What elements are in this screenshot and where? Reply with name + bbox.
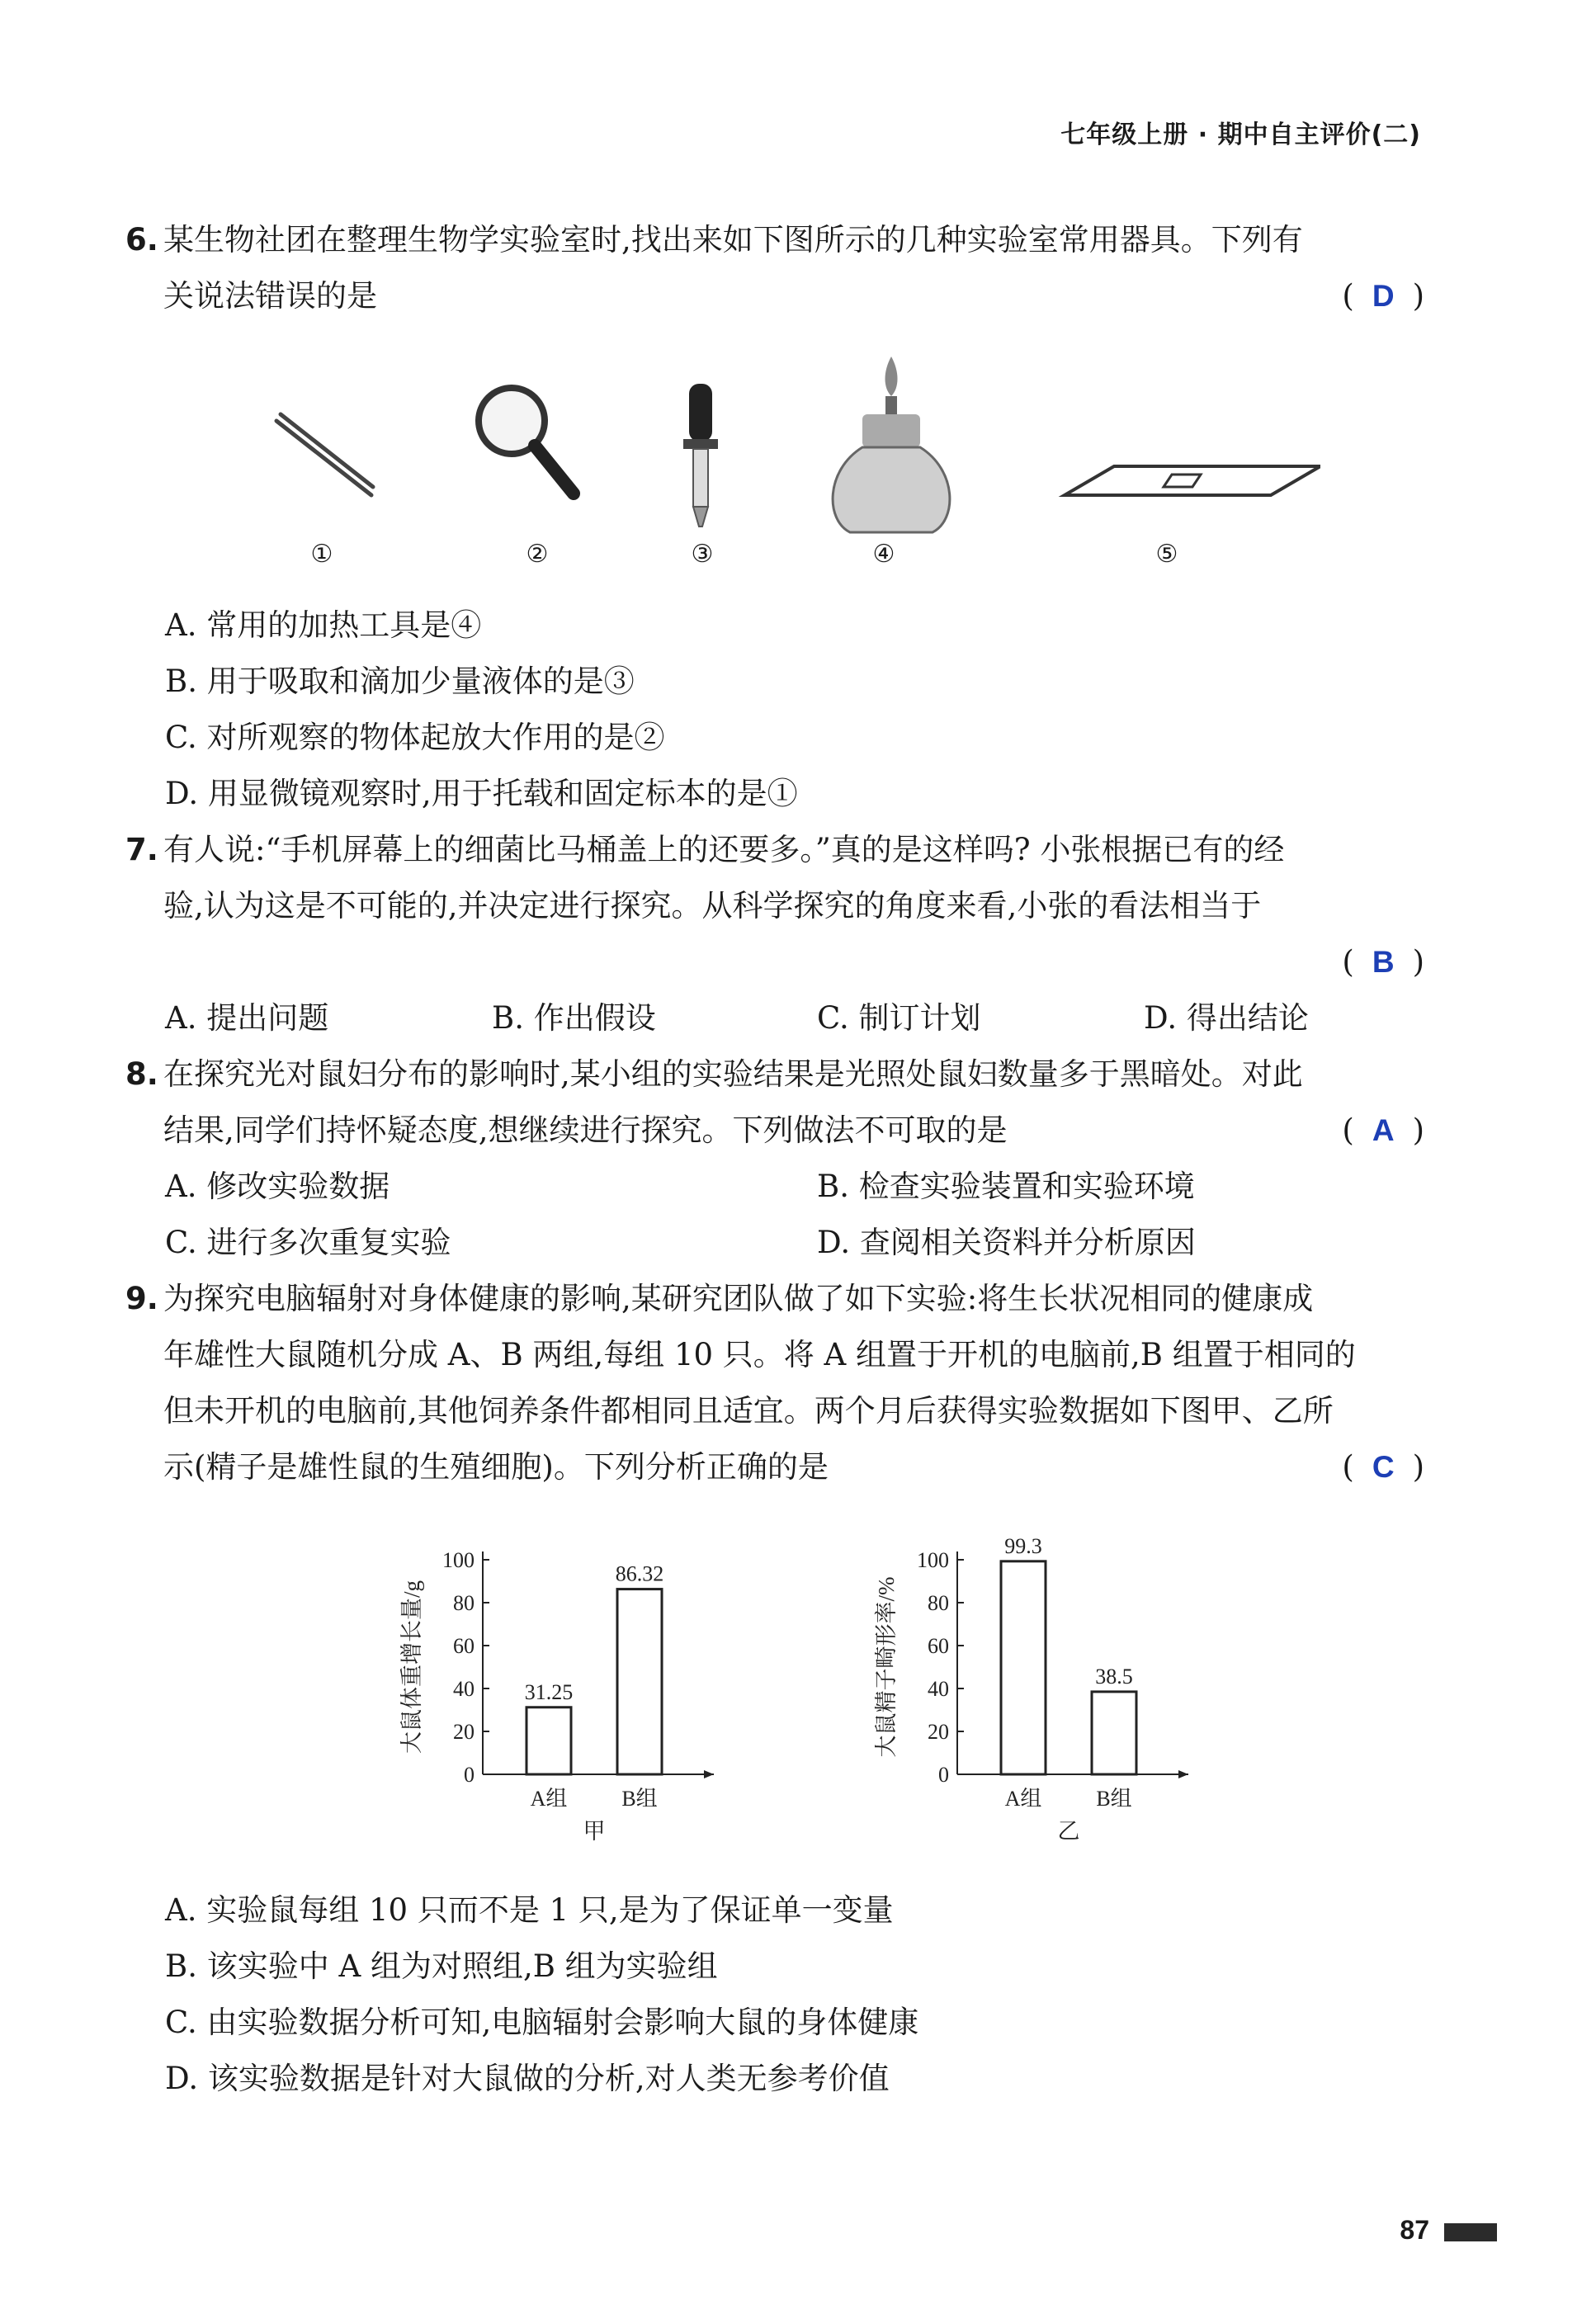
question-7-line-1: 有人说:“手机屏幕上的细菌比马桶盖上的还要多。”真的是这样吗? 小张根据已有的经 bbox=[163, 832, 1285, 867]
question-8-option-c: C. 进行多次重复实验 bbox=[165, 1225, 451, 1260]
question-9-option-c: C. 由实验数据分析可知,电脑辐射会影响大鼠的身体健康 bbox=[165, 2005, 919, 2040]
lab-tools-figure bbox=[248, 347, 1320, 545]
question-9-option-a: A. 实验鼠每组 10 只而不是 1 只,是为了保证单一变量 bbox=[165, 1892, 894, 1928]
glass-slide-icon bbox=[1065, 466, 1320, 495]
chart-jia-tick-label: 60 bbox=[453, 1634, 475, 1658]
chart-jia-tick-label: 20 bbox=[453, 1720, 475, 1744]
question-9-line-3: 但未开机的电脑前,其他饲养条件都相同且适宜。两个月后获得实验数据如下图甲、乙所 bbox=[163, 1393, 1334, 1429]
chart-yi-tick-label: 0 bbox=[938, 1763, 949, 1787]
chart-yi-tick-label: 40 bbox=[928, 1677, 949, 1701]
question-7-option-c: C. 制订计划 bbox=[817, 1000, 981, 1036]
tool-label-2: ② bbox=[526, 540, 549, 569]
question-9-answer-letter: C bbox=[1372, 1450, 1395, 1484]
question-8-option-a: A. 修改实验数据 bbox=[165, 1169, 390, 1204]
chart-yi-tick-label: 20 bbox=[928, 1720, 949, 1744]
question-9-option-b: B. 该实验中 A 组为对照组,B 组为实验组 bbox=[165, 1948, 718, 1984]
chart-jia-category-label: B组 bbox=[621, 1787, 658, 1811]
chart-yi-y-axis-label: 大鼠精子畸形率/% bbox=[874, 1576, 899, 1758]
dropper-icon bbox=[683, 384, 718, 527]
chart-jia-y-axis-label: 大鼠体重增长量/g bbox=[399, 1580, 424, 1755]
chart-yi-tick-label: 80 bbox=[928, 1591, 949, 1615]
tool-label-1: ① bbox=[310, 540, 333, 569]
question-9-line-1: 为探究电脑辐射对身体健康的影响,某研究团队做了如下实验:将生长状况相同的健康成 bbox=[163, 1281, 1314, 1316]
chart-yi-title: 乙 bbox=[1057, 1819, 1080, 1844]
question-6-option-d: D. 用显微镜观察时,用于托载和固定标本的是① bbox=[165, 776, 798, 811]
chart-yi-category-label: A组 bbox=[1004, 1787, 1042, 1811]
question-9-line-4: 示(精子是雄性鼠的生殖细胞)。下列分析正确的是 bbox=[163, 1449, 829, 1485]
tool-label-4: ④ bbox=[872, 540, 895, 569]
bar-chart-jia bbox=[388, 1527, 734, 1857]
question-8-answer: ( A ) bbox=[1342, 1112, 1424, 1148]
question-6-line-1: 某生物社团在整理生物学实验室时,找出来如下图所示的几种实验室常用器具。下列有 bbox=[163, 222, 1303, 257]
chart-yi-value-label: 38.5 bbox=[1095, 1664, 1133, 1688]
question-6-option-b: B. 用于吸取和滴加少量液体的是③ bbox=[165, 664, 635, 699]
magnifier-icon bbox=[479, 388, 574, 494]
page-marker-bar bbox=[1444, 2223, 1497, 2241]
chart-jia-title: 甲 bbox=[583, 1819, 606, 1844]
question-7-answer-letter: B bbox=[1372, 945, 1395, 979]
tweezers-icon bbox=[276, 414, 373, 495]
question-7-answer: ( B ) bbox=[1342, 944, 1424, 980]
chart-jia-tick-label: 100 bbox=[442, 1548, 475, 1572]
tool-label-3: ③ bbox=[691, 540, 714, 569]
question-7-option-a: A. 提出问题 bbox=[165, 1000, 329, 1036]
question-8-line-1: 在探究光对鼠妇分布的影响时,某小组的实验结果是光照处鼠妇数量多于黑暗处。对此 bbox=[163, 1056, 1303, 1092]
tool-label-5: ⑤ bbox=[1155, 540, 1178, 569]
question-6-option-a: A. 常用的加热工具是④ bbox=[165, 607, 482, 643]
question-6-answer: ( D ) bbox=[1342, 278, 1424, 314]
question-9-answer: ( C ) bbox=[1342, 1449, 1424, 1485]
question-9-option-d: D. 该实验数据是针对大鼠做的分析,对人类无参考价值 bbox=[165, 2061, 890, 2096]
question-8-answer-letter: A bbox=[1372, 1113, 1395, 1147]
chart-jia-tick-label: 40 bbox=[453, 1677, 475, 1701]
chart-jia-tick-label: 80 bbox=[453, 1591, 475, 1615]
question-7-line-2: 验,认为这是不可能的,并决定进行探究。从科学探究的角度来看,小张的看法相当于 bbox=[163, 888, 1262, 923]
question-8-line-2: 结果,同学们持怀疑态度,想继续进行探究。下列做法不可取的是 bbox=[163, 1112, 1008, 1148]
chart-yi-value-label: 99.3 bbox=[1004, 1533, 1042, 1558]
chart-jia-value-label: 86.32 bbox=[615, 1561, 664, 1586]
bar-chart-yi bbox=[862, 1527, 1209, 1857]
question-8-option-d: D. 查阅相关资料并分析原因 bbox=[817, 1225, 1196, 1260]
question-6-line-2: 关说法错误的是 bbox=[163, 278, 377, 314]
question-6-answer-letter: D bbox=[1372, 279, 1395, 313]
question-8-number: 8. bbox=[125, 1056, 158, 1092]
question-9-line-2: 年雄性大鼠随机分成 A、B 两组,每组 10 只。将 A 组置于开机的电脑前,B 组置于相同的 bbox=[163, 1337, 1356, 1372]
page-header-title: 七年级上册 · 期中自主评价(二) bbox=[1060, 120, 1421, 149]
question-7-number: 7. bbox=[125, 832, 158, 867]
alcohol-lamp-icon bbox=[833, 357, 950, 532]
chart-yi-tick-label: 60 bbox=[928, 1634, 949, 1658]
chart-yi-x-axis-arrow bbox=[1178, 1770, 1188, 1778]
chart-jia-x-axis-arrow bbox=[704, 1770, 714, 1778]
question-9-number: 9. bbox=[125, 1281, 158, 1316]
question-6-number: 6. bbox=[125, 222, 158, 257]
chart-jia-value-label: 31.25 bbox=[524, 1679, 574, 1704]
chart-jia-tick-label: 0 bbox=[464, 1763, 475, 1787]
chart-yi-bar bbox=[1092, 1692, 1136, 1774]
page-number: 87 bbox=[1400, 2215, 1429, 2245]
chart-jia-category-label: A组 bbox=[530, 1787, 568, 1811]
question-8-option-b: B. 检查实验装置和实验环境 bbox=[817, 1169, 1195, 1204]
question-7-option-d: D. 得出结论 bbox=[1144, 1000, 1309, 1036]
chart-jia-bar bbox=[526, 1707, 571, 1774]
chart-yi-tick-label: 100 bbox=[917, 1548, 949, 1572]
chart-yi-bar bbox=[1001, 1561, 1046, 1774]
question-7-option-b: B. 作出假设 bbox=[492, 1000, 656, 1036]
question-6-option-c: C. 对所观察的物体起放大作用的是② bbox=[165, 720, 665, 755]
chart-yi-category-label: B组 bbox=[1096, 1787, 1132, 1811]
chart-jia-bar bbox=[617, 1589, 662, 1774]
